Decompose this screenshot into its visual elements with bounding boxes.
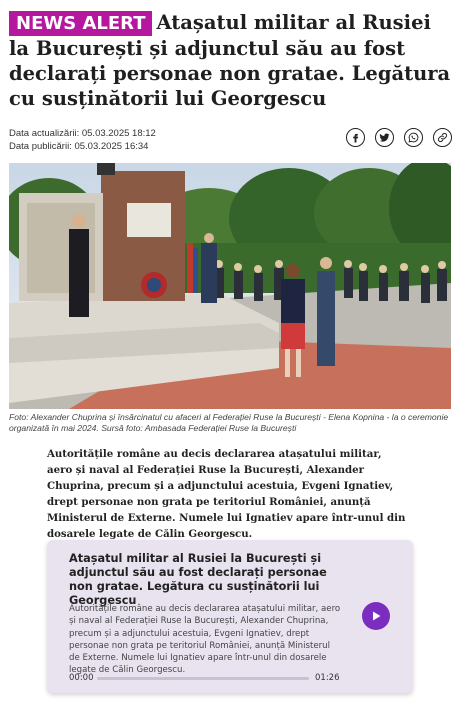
- news-alert-badge: NEWS ALERT: [9, 11, 152, 36]
- article-title: Atașatul militar al Rusiei la București și adjunctul său au fost declarați personae non gratae. Legătura cu susținătorii lui Georgescu: [9, 11, 451, 110]
- article-headline: [9, 10, 453, 111]
- article-photo: [9, 163, 451, 409]
- play-button[interactable]: [362, 602, 390, 630]
- audio-player: [47, 540, 413, 693]
- share-twitter-button[interactable]: [375, 128, 394, 147]
- photo-caption: Foto: Alexander Chuprina și însărcinatul cu afaceri al Federației Ruse la București - Elena Kopnina - la o ceremonie organizată în mai 2024. Sursă foto: Ambasada Federației Ruse la București: [9, 412, 449, 433]
- link-icon: [437, 132, 448, 143]
- share-buttons: [346, 128, 452, 147]
- share-facebook-button[interactable]: [346, 128, 365, 147]
- player-title: Atașatul militar al Rusiei la București și adjunctul său au fost declarați personae non gratae. Legătura cu susținătorii lui Georgescu: [69, 552, 327, 607]
- duration: 01:26: [315, 673, 340, 683]
- date-published: Data publicării: 05.03.2025 16:34: [9, 141, 149, 152]
- copy-link-button[interactable]: [433, 128, 452, 147]
- play-icon: [370, 610, 382, 622]
- progress-track[interactable]: [97, 677, 309, 680]
- article-dates: [9, 127, 156, 153]
- article-lead: Autoritățile române au decis declararea atașatului militar, aero și naval al Federației Ruse la București, Alexander Chuprina, precum și a adjunctului acestuia, Evgeni Ignatiev, drept personae non grata pe teritoriul României, anunță Ministerul de Externe. Numele lui Ignatiev apare într-unul din dosarele legate de Călin Georgescu.: [47, 448, 406, 540]
- current-time: 00:00: [69, 673, 94, 683]
- player-text: Autoritățile române au decis declararea atașatului militar, aero și naval al Federației Ruse la București, Alexander Chuprina, precum și a adjunctului acestuia, Evgeni Ignatiev, drept personae non grata pe teritoriul României, anunță Ministerul de Externe. Numele lui Ignatiev apare într-unul din dosarele legate de Călin Georgescu.: [69, 604, 341, 676]
- date-updated: Data actualizării: 05.03.2025 18:12: [9, 128, 156, 139]
- facebook-icon: [350, 132, 361, 143]
- whatsapp-icon: [408, 132, 419, 143]
- share-whatsapp-button[interactable]: [404, 128, 423, 147]
- twitter-icon: [379, 132, 390, 143]
